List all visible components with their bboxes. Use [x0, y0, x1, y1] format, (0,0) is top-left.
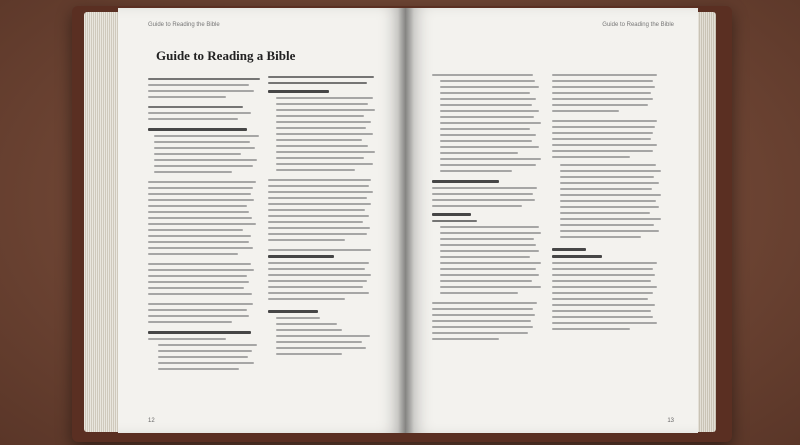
right-page-column-2 [552, 74, 664, 334]
page-edges-right [696, 12, 716, 432]
left-folio: 12 [148, 418, 155, 424]
right-folio: 13 [667, 418, 674, 424]
page-edges-left [84, 12, 120, 432]
left-page [118, 8, 406, 433]
book-gutter-shadow [398, 8, 414, 433]
right-running-head: Guide to Reading the Bible [602, 22, 674, 28]
left-running-head: Guide to Reading the Bible [148, 22, 220, 28]
page-title: Guide to Reading a Bible [156, 48, 296, 63]
right-page-column-1 [432, 74, 544, 344]
left-page-column-1 [148, 78, 260, 374]
left-page-column-2 [268, 76, 378, 359]
right-page [406, 8, 698, 433]
